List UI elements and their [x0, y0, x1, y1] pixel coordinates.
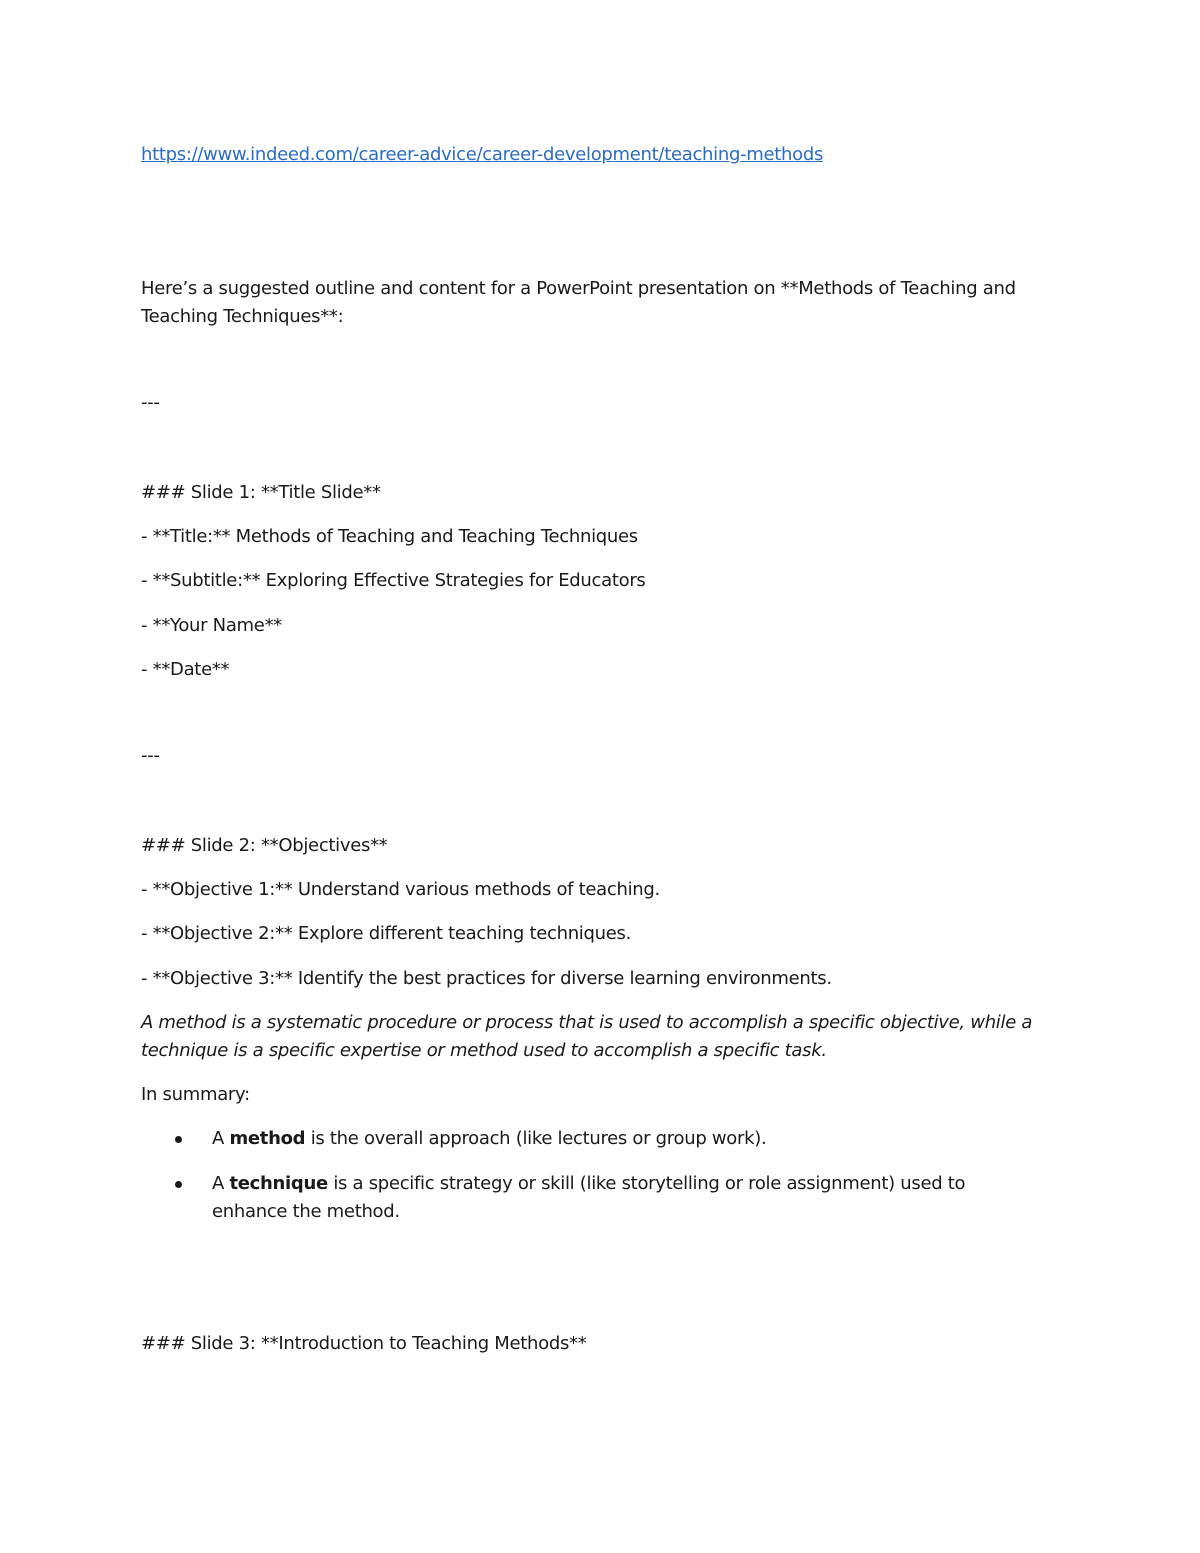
slide1-item-name: - **Your Name** [141, 615, 282, 636]
slide1-heading: ### Slide 1: **Title Slide** [141, 482, 381, 503]
slide2-objective-2: - **Objective 2:** Explore different teaching techniques. [141, 923, 632, 944]
slide2-heading: ### Slide 2: **Objectives** [141, 835, 388, 856]
bullet-rest: is a specific strategy or skill (like storytelling or role assignment) used to enhance the method. [212, 1173, 966, 1222]
bullet-prefix: A [212, 1128, 230, 1149]
slide1-item-title: - **Title:** Methods of Teaching and Teaching Techniques [141, 526, 638, 547]
separator-2: --- [141, 745, 160, 766]
bullet-term: method [229, 1128, 306, 1149]
slide2-objective-1: - **Objective 1:** Understand various methods of teaching. [141, 879, 660, 900]
intro-text-line-1: Here’s a suggested outline and content for a PowerPoint presentation on **Methods of Teaching and [141, 278, 1016, 299]
bullet-term: technique [229, 1173, 328, 1194]
separator-1: --- [141, 392, 160, 413]
slide1-item-date: - **Date** [141, 659, 230, 680]
bullet-text [212, 1170, 1042, 1226]
bullet-dot-icon [175, 1136, 182, 1143]
summary-label: In summary: [141, 1084, 250, 1105]
definition-line-1: A method is a systematic procedure or process that is used to accomplish a specific objective, while a [141, 1012, 1033, 1033]
bullet-rest: is the overall approach (like lectures or group work). [305, 1128, 767, 1149]
bullet-prefix: A [212, 1173, 230, 1194]
slide2-objective-3: - **Objective 3:** Identify the best practices for diverse learning environments. [141, 968, 832, 989]
intro-text-line-2: Teaching Techniques**: [141, 306, 344, 327]
slide1-item-subtitle: - **Subtitle:** Exploring Effective Strategies for Educators [141, 570, 646, 591]
bullet-dot-icon [175, 1181, 182, 1188]
source-url-link[interactable]: https://www.indeed.com/career-advice/career-development/teaching-methods [141, 144, 824, 165]
bullet-text [212, 1125, 1052, 1153]
slide3-heading: ### Slide 3: **Introduction to Teaching Methods** [141, 1333, 587, 1354]
definition-line-2: technique is a specific expertise or method used to accomplish a specific task. [141, 1040, 827, 1061]
